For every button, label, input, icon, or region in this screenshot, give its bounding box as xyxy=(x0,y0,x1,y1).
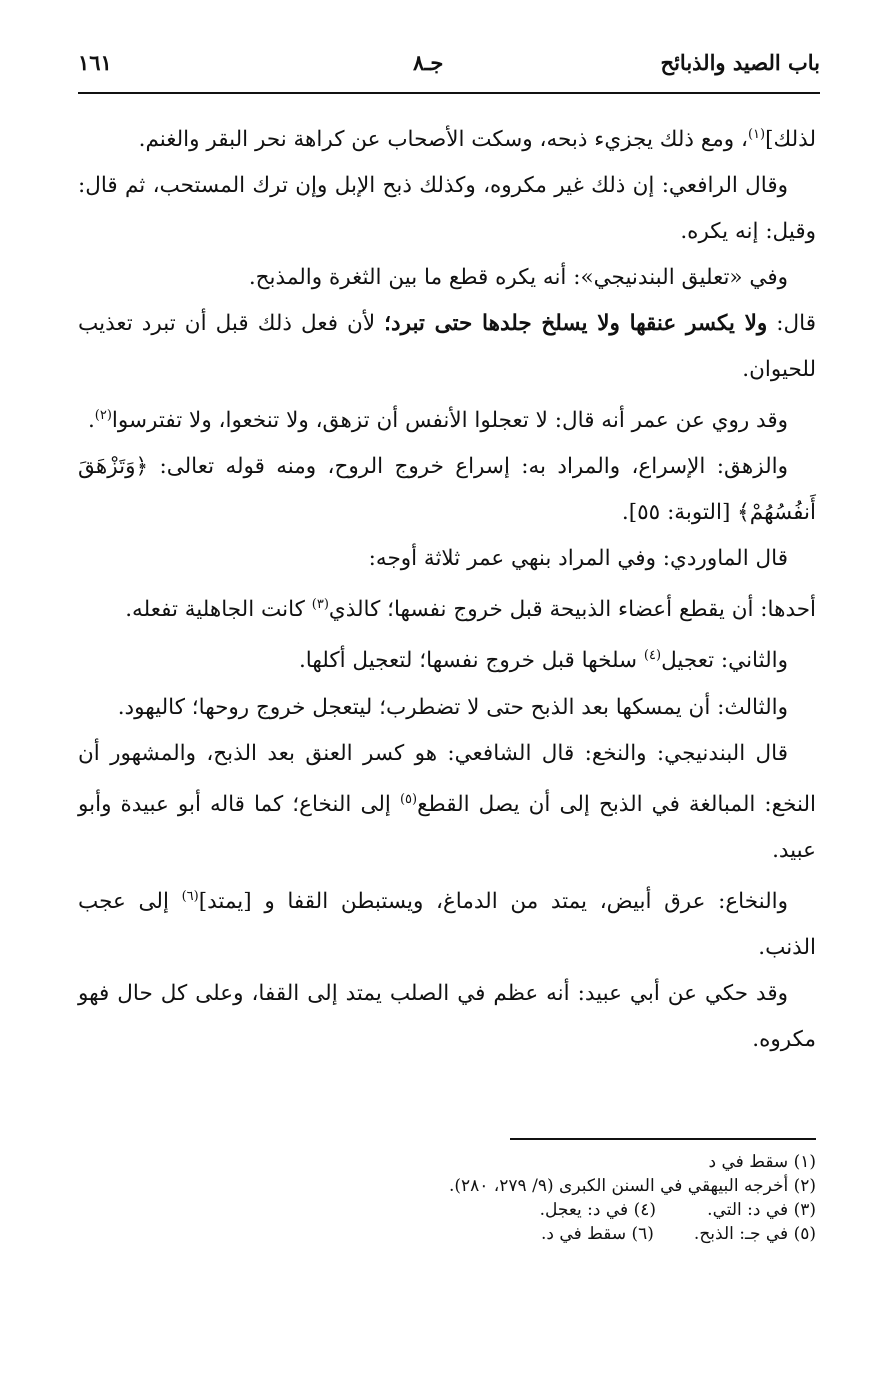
footnote-5: (٥) في جـ: الذبح. xyxy=(693,1224,816,1244)
running-header xyxy=(78,46,820,90)
page-number: ١٦١ xyxy=(78,50,112,75)
footnote-rule xyxy=(510,1138,816,1140)
footnote-2: (٢) أخرجه البيهقي في السنن الكبرى (٩/ ٢٧٩، ٢٨٠). xyxy=(448,1176,816,1196)
footnote-ref-2: (٢) xyxy=(94,408,112,424)
paragraph-11: قال البندنيجي: والنخع: قال الشافعي: هو كسر العنق بعد الذبح، والمشهور أن النخع: المبالغة في الذبح إلى أن يصل القطع$^{(٥)}$ إلى النخاع؛ كما قاله أبو عبيدة وأبو عبيد. xyxy=(78,740,817,863)
paragraph-2: وقال الرافعي: إن ذلك غير مكروه، وكذلك ذبح الإبل وإن ترك المستحب، ثم قال: وقيل: إنه يكره. xyxy=(78,173,816,245)
volume-label: جـ٨ xyxy=(413,50,444,75)
footnote-3: (٣) في د: التي. xyxy=(707,1200,816,1220)
paragraph-3: وفي «تعليق البندنيجي»: أنه يكره قطع ما بين الثغرة والمذبح. xyxy=(248,265,788,291)
footnote-ref-3: (٣) xyxy=(311,597,329,613)
footnote-ref-5: (٥) xyxy=(399,791,418,807)
paragraph-1: لذلك]$^{(١)}$، ومع ذلك يجزيء ذبحه، وسكت الأصحاب عن كراهة نحر البقر والغنم. xyxy=(138,127,816,153)
footnote-6: (٦) سقط في د. xyxy=(541,1224,654,1244)
footnotes xyxy=(300,1150,816,1246)
chapter-title: باب الصيد والذبائح xyxy=(660,50,820,75)
paragraph-5: وقد روي عن عمر أنه قال: لا تعجلوا الأنفس أن تزهق، ولا تنخعوا، ولا تفترسوا$^{(٢)}$. xyxy=(87,408,788,434)
matn-text: ولا يكسر عنقها ولا يسلخ جلدها حتى تبرد؛ xyxy=(384,311,768,337)
paragraph-12: والنخاع: عرق أبيض، يمتد من الدماغ، ويستبطن القفا و [يمتد]$^{(٦)}$ إلى عجب الذنب. xyxy=(78,888,816,960)
footnote-ref-6: (٦) xyxy=(181,888,199,904)
main-text xyxy=(78,112,816,1063)
paragraph-8: أحدها: أن يقطع أعضاء الذبيحة قبل خروج نفسها؛ كالذي$^{(٣)}$ كانت الجاهلية تفعله. xyxy=(125,597,816,623)
footnote-ref-4: (٤) xyxy=(643,648,662,664)
paragraph-10: والثالث: أن يمسكها بعد الذبح حتى لا تضطرب؛ ليتعجل خروج روحها؛ كاليهود. xyxy=(117,694,788,720)
paragraph-13: وقد حكي عن أبي عبيد: أنه عظم في الصلب يمتد إلى القفا، وعلى كل حال فهو مكروه. xyxy=(78,980,816,1052)
paragraph-9: والثاني: تعجيل$^{(٤)}$ سلخها قبل خروج نفسها؛ لتعجيل أكلها. xyxy=(298,648,788,674)
footnote-ref-1: (١) xyxy=(747,127,766,142)
footnote-1: (١) سقط في د xyxy=(708,1152,816,1172)
header-rule xyxy=(78,92,820,94)
paragraph-7: قال الماوردي: وفي المراد بنهي عمر ثلاثة أوجه: xyxy=(368,546,788,572)
footnote-4: (٤) في د: يعجل. xyxy=(539,1200,656,1220)
paragraph-4: قال: ولا يكسر عنقها ولا يسلخ جلدها حتى تبرد؛ لأن فعل ذلك قبل أن تبرد تعذيب للحيوان. xyxy=(78,311,816,383)
paragraph-6: والزهق: الإسراع، والمراد به: إسراع خروج الروح، ومنه قوله تعالى: ﴿وَتَزْهَقَ أَنفُسُهُمْ﴾ [التوبة: ٥٥]. xyxy=(78,454,816,526)
